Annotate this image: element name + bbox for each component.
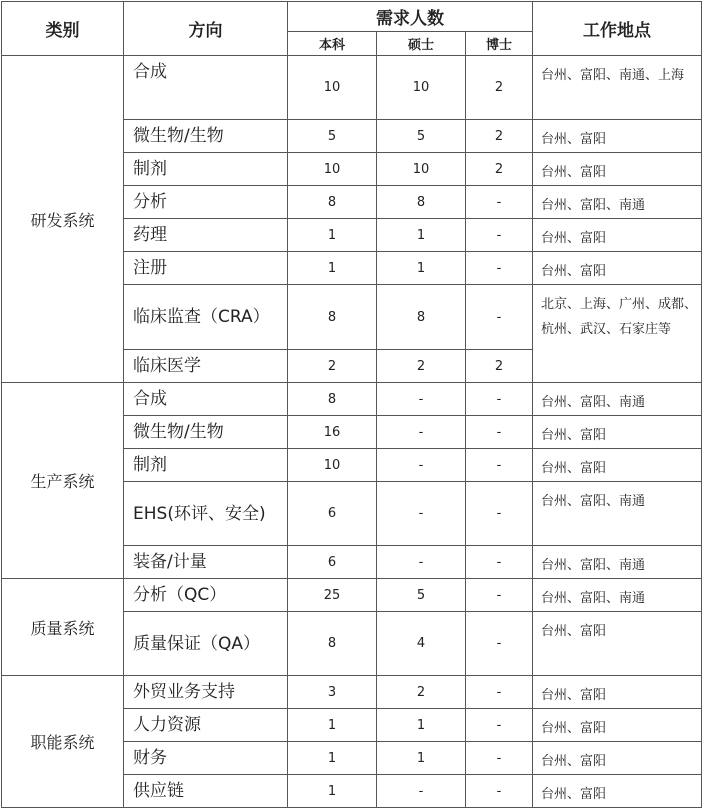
doctor-cell: - xyxy=(466,612,533,676)
doctor-cell: - xyxy=(466,579,533,612)
master-cell: - xyxy=(377,449,466,482)
doctor-cell: 2 xyxy=(466,120,533,153)
direction-cell: 分析 xyxy=(124,186,288,219)
header-demand: 需求人数 xyxy=(288,2,533,32)
master-cell: - xyxy=(377,383,466,416)
location-cell: 台州、富阳、南通 xyxy=(533,579,702,612)
location-cell: 台州、富阳 xyxy=(533,742,702,775)
location-cell: 台州、富阳 xyxy=(533,709,702,742)
bachelor-cell: 6 xyxy=(288,482,377,546)
direction-cell: 财务 xyxy=(124,742,288,775)
doctor-cell: 2 xyxy=(466,350,533,383)
direction-cell: EHS(环评、安全) xyxy=(124,482,288,546)
master-cell: - xyxy=(377,416,466,449)
bachelor-cell: 1 xyxy=(288,219,377,252)
direction-cell: 注册 xyxy=(124,252,288,285)
doctor-cell: 2 xyxy=(466,153,533,186)
direction-cell: 制剂 xyxy=(124,449,288,482)
location-cell: 台州、富阳 xyxy=(533,252,702,285)
bachelor-cell: 8 xyxy=(288,383,377,416)
doctor-cell: - xyxy=(466,775,533,808)
direction-cell: 药理 xyxy=(124,219,288,252)
doctor-cell: - xyxy=(466,416,533,449)
bachelor-cell: 3 xyxy=(288,676,377,709)
table-row xyxy=(2,383,702,416)
direction-cell: 制剂 xyxy=(124,153,288,186)
table-row xyxy=(2,676,702,709)
bachelor-cell: 6 xyxy=(288,546,377,579)
doctor-cell: - xyxy=(466,186,533,219)
category-cell: 质量系统 xyxy=(2,579,124,676)
master-cell: - xyxy=(377,546,466,579)
bachelor-cell: 10 xyxy=(288,56,377,120)
bachelor-cell: 8 xyxy=(288,285,377,350)
bachelor-cell: 1 xyxy=(288,252,377,285)
doctor-cell: - xyxy=(466,709,533,742)
direction-cell: 供应链 xyxy=(124,775,288,808)
location-cell: 台州、富阳 xyxy=(533,775,702,808)
direction-cell: 微生物/生物 xyxy=(124,416,288,449)
recruitment-table xyxy=(1,1,702,808)
location-cell: 北京、上海、广州、成都、杭州、武汉、石家庄等 xyxy=(533,285,702,383)
bachelor-cell: 2 xyxy=(288,350,377,383)
location-cell: 台州、富阳、南通 xyxy=(533,186,702,219)
doctor-cell: - xyxy=(466,676,533,709)
master-cell: 1 xyxy=(377,219,466,252)
master-cell: - xyxy=(377,775,466,808)
master-cell: 1 xyxy=(377,742,466,775)
direction-cell: 分析（QC） xyxy=(124,579,288,612)
master-cell: 5 xyxy=(377,120,466,153)
direction-cell: 质量保证（QA） xyxy=(124,612,288,676)
master-cell: 2 xyxy=(377,350,466,383)
bachelor-cell: 1 xyxy=(288,775,377,808)
location-cell: 台州、富阳、南通、上海 xyxy=(533,56,702,120)
master-cell: 8 xyxy=(377,186,466,219)
bachelor-cell: 8 xyxy=(288,186,377,219)
doctor-cell: - xyxy=(466,546,533,579)
direction-cell: 临床监查（CRA） xyxy=(124,285,288,350)
direction-cell: 人力资源 xyxy=(124,709,288,742)
bachelor-cell: 1 xyxy=(288,742,377,775)
location-cell: 台州、富阳、南通 xyxy=(533,546,702,579)
doctor-cell: - xyxy=(466,742,533,775)
location-cell: 台州、富阳 xyxy=(533,153,702,186)
header-bachelor: 本科 xyxy=(288,32,377,56)
direction-cell: 临床医学 xyxy=(124,350,288,383)
master-cell: 10 xyxy=(377,153,466,186)
table-row xyxy=(2,56,702,120)
location-cell: 台州、富阳 xyxy=(533,676,702,709)
bachelor-cell: 1 xyxy=(288,709,377,742)
header-direction: 方向 xyxy=(124,2,288,56)
bachelor-cell: 8 xyxy=(288,612,377,676)
header-doctor: 博士 xyxy=(466,32,533,56)
table-row xyxy=(2,579,702,612)
doctor-cell: - xyxy=(466,252,533,285)
category-cell: 职能系统 xyxy=(2,676,124,808)
doctor-cell: 2 xyxy=(466,56,533,120)
category-cell: 研发系统 xyxy=(2,56,124,383)
master-cell: 1 xyxy=(377,252,466,285)
master-cell: 1 xyxy=(377,709,466,742)
header-category: 类别 xyxy=(2,2,124,56)
master-cell: 4 xyxy=(377,612,466,676)
doctor-cell: - xyxy=(466,449,533,482)
table-body xyxy=(2,56,702,808)
bachelor-cell: 10 xyxy=(288,153,377,186)
bachelor-cell: 10 xyxy=(288,449,377,482)
location-cell: 台州、富阳 xyxy=(533,449,702,482)
direction-cell: 微生物/生物 xyxy=(124,120,288,153)
bachelor-cell: 16 xyxy=(288,416,377,449)
header-master: 硕士 xyxy=(377,32,466,56)
doctor-cell: - xyxy=(466,219,533,252)
header-location: 工作地点 xyxy=(533,2,702,56)
master-cell: 10 xyxy=(377,56,466,120)
bachelor-cell: 25 xyxy=(288,579,377,612)
location-cell: 台州、富阳 xyxy=(533,612,702,676)
master-cell: - xyxy=(377,482,466,546)
master-cell: 5 xyxy=(377,579,466,612)
master-cell: 8 xyxy=(377,285,466,350)
direction-cell: 合成 xyxy=(124,56,288,120)
bachelor-cell: 5 xyxy=(288,120,377,153)
doctor-cell: - xyxy=(466,383,533,416)
location-cell: 台州、富阳、南通 xyxy=(533,383,702,416)
category-cell: 生产系统 xyxy=(2,383,124,579)
location-cell: 台州、富阳 xyxy=(533,416,702,449)
master-cell: 2 xyxy=(377,676,466,709)
location-cell: 台州、富阳 xyxy=(533,219,702,252)
direction-cell: 合成 xyxy=(124,383,288,416)
location-cell: 台州、富阳、南通 xyxy=(533,482,702,546)
location-cell: 台州、富阳 xyxy=(533,120,702,153)
doctor-cell: - xyxy=(466,285,533,350)
doctor-cell: - xyxy=(466,482,533,546)
direction-cell: 装备/计量 xyxy=(124,546,288,579)
direction-cell: 外贸业务支持 xyxy=(124,676,288,709)
